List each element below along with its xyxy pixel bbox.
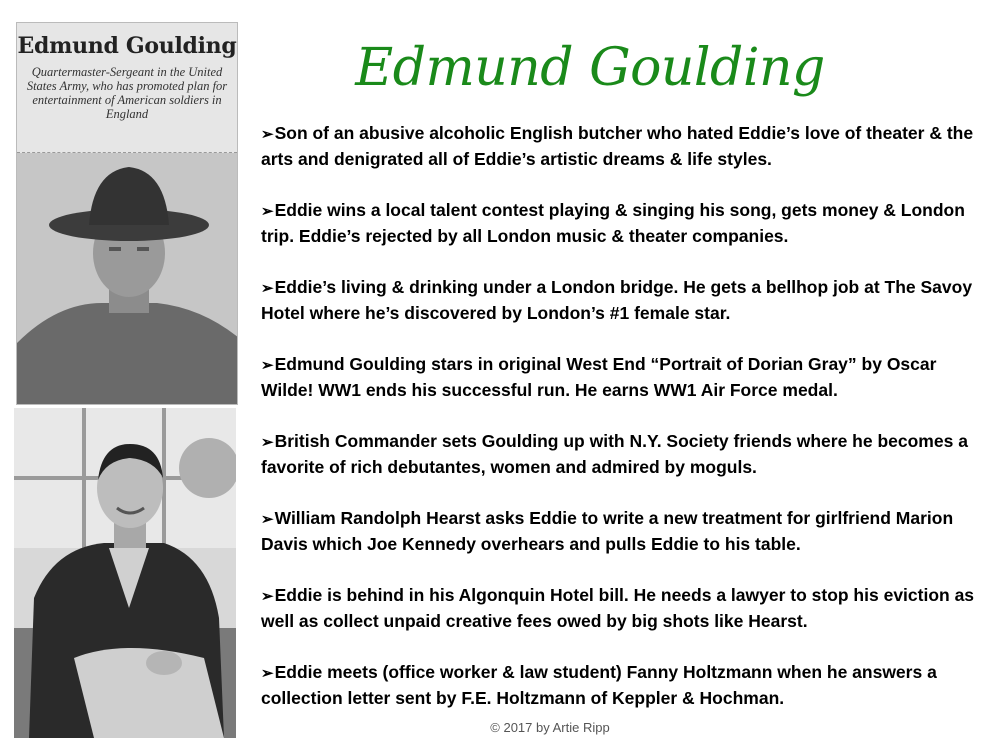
soldier-photo xyxy=(17,153,237,405)
arrow-bullet-icon: ➢ xyxy=(261,588,274,605)
arrow-bullet-icon: ➢ xyxy=(261,434,274,451)
portrait-photo xyxy=(14,408,236,738)
arrow-bullet-icon: ➢ xyxy=(261,280,274,297)
bullet-item xyxy=(261,506,986,557)
bullet-text: Eddie’s living & drinking under a London bridge. He gets a bellhop job at The Savoy Hotel where he’s discovered by London’s #1 female star. xyxy=(261,277,973,323)
bullet-item xyxy=(261,429,986,480)
clipping-caption: Quartermaster-Sergeant in the United States Army, who has promoted plan for entertainment of American soldiers in England xyxy=(26,65,228,121)
copyright-text: © 2017 by Artie Ripp xyxy=(490,720,610,735)
bullet-item xyxy=(261,121,986,172)
bullet-item xyxy=(261,583,986,634)
arrow-bullet-icon: ➢ xyxy=(261,126,274,143)
copyright-footer xyxy=(0,720,1000,735)
bullet-item xyxy=(261,352,986,403)
arrow-bullet-icon: ➢ xyxy=(261,511,274,528)
clipping-header xyxy=(17,23,237,153)
newspaper-clipping xyxy=(16,22,238,405)
bullet-item xyxy=(261,198,986,249)
bullet-text: Eddie is behind in his Algonquin Hotel bill. He needs a lawyer to stop his eviction as well as collect unpaid creative fees owed by big shots like Hearst. xyxy=(261,585,975,631)
bullet-text: Son of an abusive alcoholic English butcher who hated Eddie’s love of theater & the arts and denigrated all of Eddie’s artistic dreams & life styles. xyxy=(261,123,974,169)
bullet-text: Edmund Goulding stars in original West End “Portrait of Dorian Gray” by Oscar Wilde! WW1 ends his successful run. He earns WW1 Air Force medal. xyxy=(261,354,937,400)
arrow-bullet-icon: ➢ xyxy=(261,357,274,374)
bullet-text: Eddie meets (office worker & law student) Fanny Holtzmann when he answers a collection letter sent by F.E. Holtzmann of Keppler & Hochman. xyxy=(261,662,937,708)
bullet-item xyxy=(261,660,986,711)
bullet-item xyxy=(261,275,986,326)
arrow-bullet-icon: ➢ xyxy=(261,665,274,682)
bullet-text: Eddie wins a local talent contest playing & singing his song, gets money & London trip. Eddie’s rejected by all London music & theater companies. xyxy=(261,200,965,246)
bullet-list xyxy=(261,121,986,737)
bullet-text: British Commander sets Goulding up with N.Y. Society friends where he becomes a favorite of rich debutantes, women and admired by moguls. xyxy=(261,431,968,477)
arrow-bullet-icon: ➢ xyxy=(261,203,274,220)
page-title: Edmund Goulding xyxy=(355,38,825,98)
clipping-name: Edmund Goulding xyxy=(17,33,237,59)
bullet-text: William Randolph Hearst asks Eddie to write a new treatment for girlfriend Marion Davis which Joe Kennedy overhears and pulls Eddie to his table. xyxy=(261,508,954,554)
